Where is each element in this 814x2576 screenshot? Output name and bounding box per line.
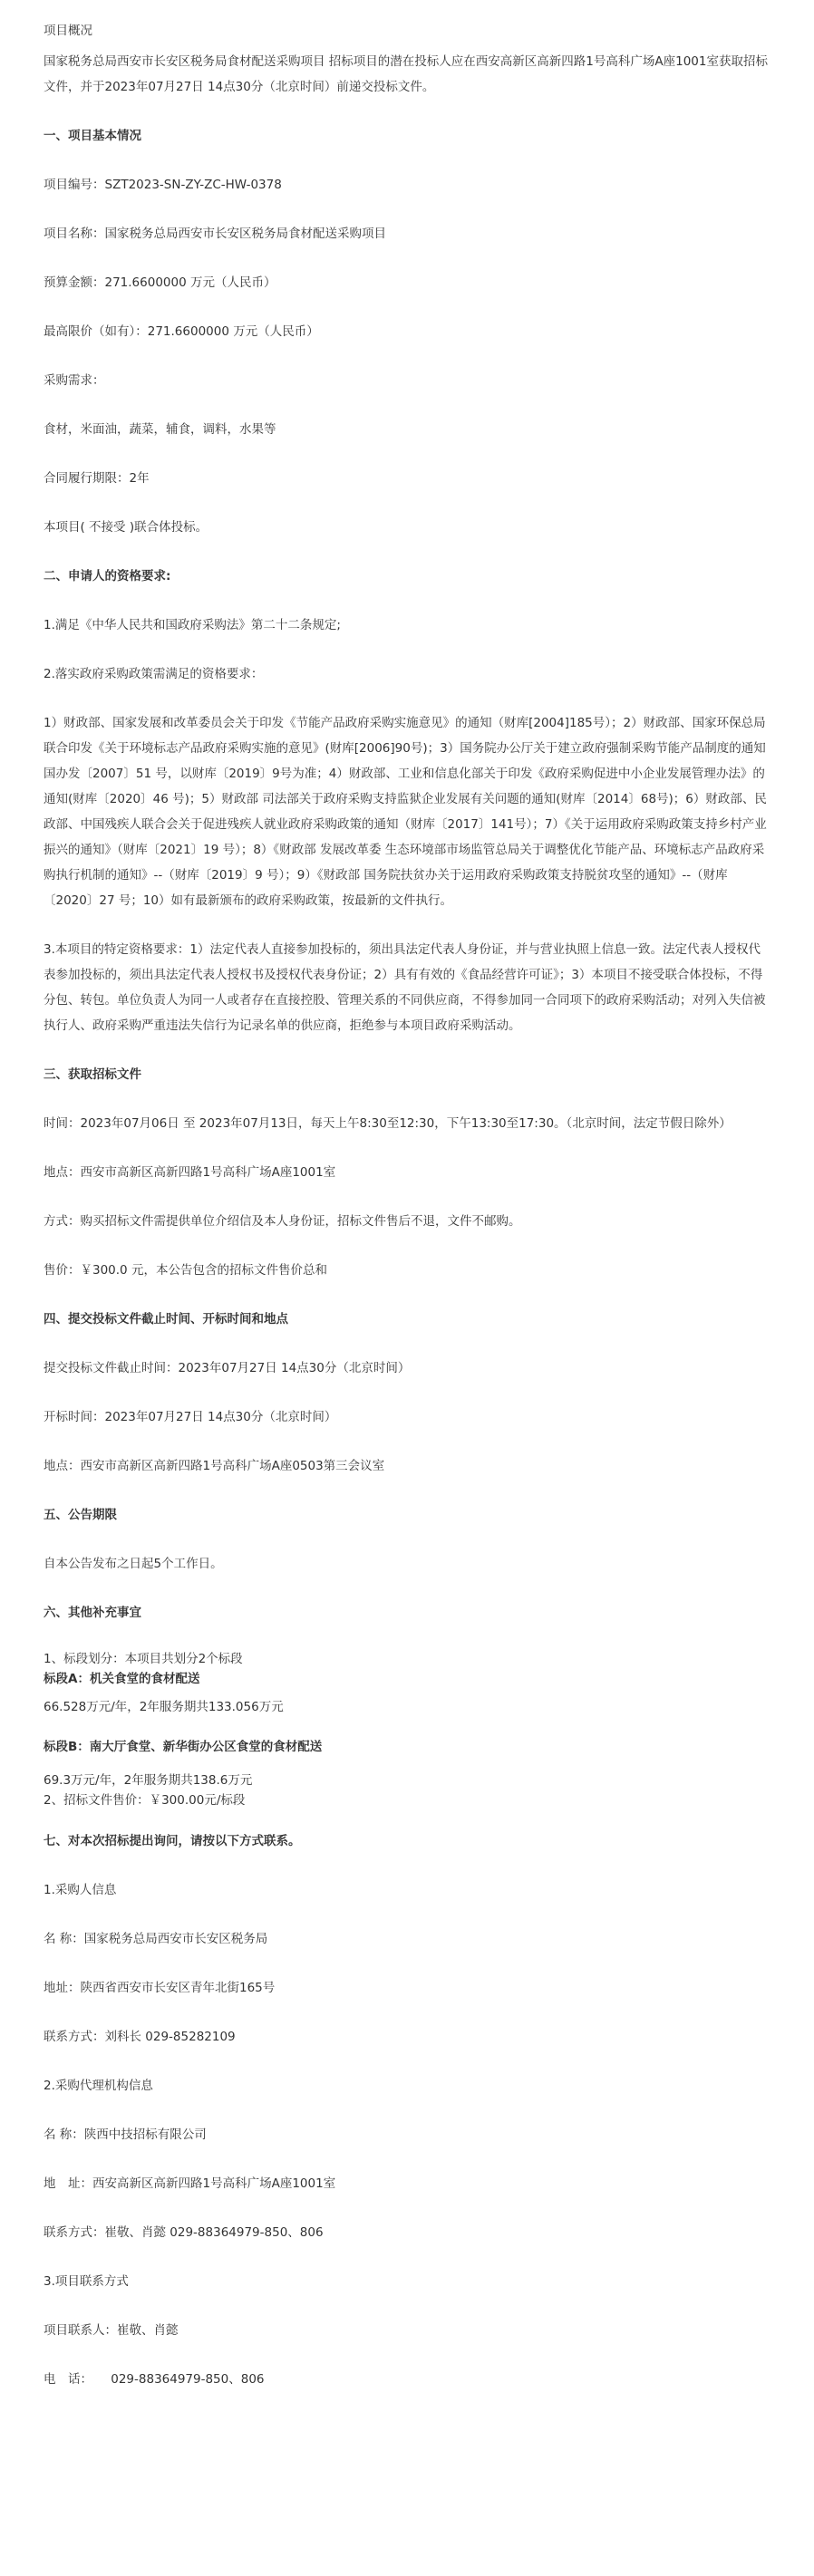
purchaser-address: 地址：陕西省西安市长安区青年北街165号 [44,1981,276,1995]
max-price: 最高限价（如有）：271.6600000 万元（人民币） [44,324,319,339]
agency-address: 地 址：西安高新区高新四路1号高科广场A座1001室 [44,2176,336,2191]
lot-b-title: 标段B：南大厅食堂、新华街办公区食堂的食材配送 [44,1740,323,1754]
project-name: 项目名称：国家税务总局西安市长安区税务局食材配送采购项目 [44,227,386,241]
submission-deadline: 提交投标文件截止时间：2023年07月27日 14点30分（北京时间） [44,1361,411,1375]
lot-a-title: 标段A：机关食堂的食材配送 [44,1672,200,1686]
lot-division: 1、标段划分：本项目共划分2个标段 [44,1652,243,1666]
obtain-price: 售价：￥300.0 元，本公告包含的招标文件售价总和 [44,1263,327,1278]
overview-text: 国家税务总局西安市长安区税务局食材配送采购项目 招标项目的潜在投标人应在西安高新区高新四路1号高科广场A座1001室获取招标文件，并于2023年07月27日 14点30分（北京时间）前递交投标文件。 [44,54,768,94]
qualification-item-2-label: 2.落实政府采购政策需满足的资格要求： [44,667,264,681]
purchaser-contact: 联系方式：刘科长 029-85282109 [44,2030,236,2044]
agency-name: 名 称：陕西中技招标有限公司 [44,2127,207,2142]
section-3-heading: 三、获取招标文件 [44,1067,141,1082]
qualification-item-1: 1.满足《中华人民共和国政府采购法》第二十二条规定; [44,618,341,632]
obtain-place: 地点：西安市高新区高新四路1号高科广场A座1001室 [44,1165,336,1180]
lot-b-text: 69.3万元/年，2年服务期共138.6万元 [44,1773,253,1788]
opening-place: 地点：西安市高新区高新四路1号高科广场A座0503第三会议室 [44,1459,385,1473]
project-contact-phone: 电 话： 029-88364979-850、806 [44,2372,265,2387]
overview-title: 项目概况 [44,24,92,38]
section-2-heading: 二、申请人的资格要求: [44,569,171,584]
purchaser-name: 名 称：国家税务总局西安市长安区税务局 [44,1932,268,1946]
project-contact-label: 3.项目联系方式 [44,2274,129,2289]
demand-label: 采购需求： [44,373,105,388]
purchaser-label: 1.采购人信息 [44,1883,117,1897]
budget: 预算金额：271.6600000 万元（人民币） [44,275,276,290]
lot-a-text: 66.528万元/年，2年服务期共133.056万元 [44,1700,284,1714]
project-number: 项目编号：SZT2023-SN-ZY-ZC-HW-0378 [44,178,282,192]
qualification-item-3: 3.本项目的特定资格要求：1）法定代表人直接参加投标的，须出具法定代表人身份证，并与营业执照上信息一致。法定代表人授权代表参加投标的，须出具法定代表人授权书及授权代表身份证；2）具有有效的《食品经营许可证》；3）本项目不接受联合体投标，不得分包、转包。单位负责人为同一人或者存在直接控股、管理关系的不同供应商，不得参加同一合同项下的政府采购活动；对列入失信被执行人、政府采购严重违法失信行为记录名单的供应商，拒绝参与本项目政府采购活动。 [44,942,766,1033]
demand-text: 食材，米面油，蔬菜，辅食，调料，水果等 [44,422,276,437]
contract-period: 合同履行期限：2年 [44,471,150,486]
obtain-method: 方式：购买招标文件需提供单位介绍信及本人身份证，招标文件售后不退，文件不邮购。 [44,1214,521,1229]
section-7-heading: 七、对本次招标提出询问，请按以下方式联系。 [44,1834,301,1848]
section-1-heading: 一、项目基本情况 [44,129,141,143]
obtain-time: 时间：2023年07月06日 至 2023年07月13日，每天上午8:30至12:30，下午13:30至17:30。（北京时间，法定节假日除外） [44,1116,732,1131]
section-4-heading: 四、提交投标文件截止时间、开标时间和地点 [44,1312,288,1327]
opening-time: 开标时间：2023年07月27日 14点30分（北京时间） [44,1410,337,1424]
section-5-heading: 五、公告期限 [44,1508,117,1522]
announcement-period: 自本公告发布之日起5个工作日。 [44,1557,223,1571]
agency-contact: 联系方式：崔敬、肖懿 029-88364979-850、806 [44,2225,324,2240]
section-6-heading: 六、其他补充事宜 [44,1606,141,1620]
project-contact-people: 项目联系人：崔敬、肖懿 [44,2323,179,2338]
agency-label: 2.采购代理机构信息 [44,2079,153,2093]
qualification-item-2: 1）财政部、国家发展和改革委员会关于印发《节能产品政府采购实施意见》的通知（财库[2004]185号）；2）财政部、国家环保总局联合印发《关于环境标志产品政府采购实施的意见》(财库[2006]90号)；3）国务院办公厅关于建立政府强制采购节能产品制度的通知国办发〔2007〕51 号，以财库〔2019〕9号为准；4）财政部、工业和信息化部关于印发《政府采购促进中小企业发展管理办法》的通知(财库〔2020〕46 号)；5）财政部 司法部关于政府采购支持监狱企业发展有关问题的通知(财库〔2014〕68号)；6）财政部、民政部、中国残疾人联合会关于促进残疾人就业政府采购政策的通知（财库〔2017〕141号）；7）《关于运用政府采购政策支持乡村产业振兴的通知》（财库〔2021〕19 号）；8）《财政部 发展改革委 生态环境部市场监管总局关于调整优化节能产品、环境标志产品政府采购执行机制的通知》--（财库〔2019〕9 号）；9）《财政部 国务院扶贫办关于运用政府采购政策支持脱贫攻坚的通知》--（财库〔2020〕27 号；10）如有最新颁布的政府采购政策，按最新的文件执行。 [44,716,767,908]
consortium-note: 本项目( 不接受 )联合体投标。 [44,520,208,535]
document-price: 2、招标文件售价：￥300.00元/标段 [44,1793,246,1808]
